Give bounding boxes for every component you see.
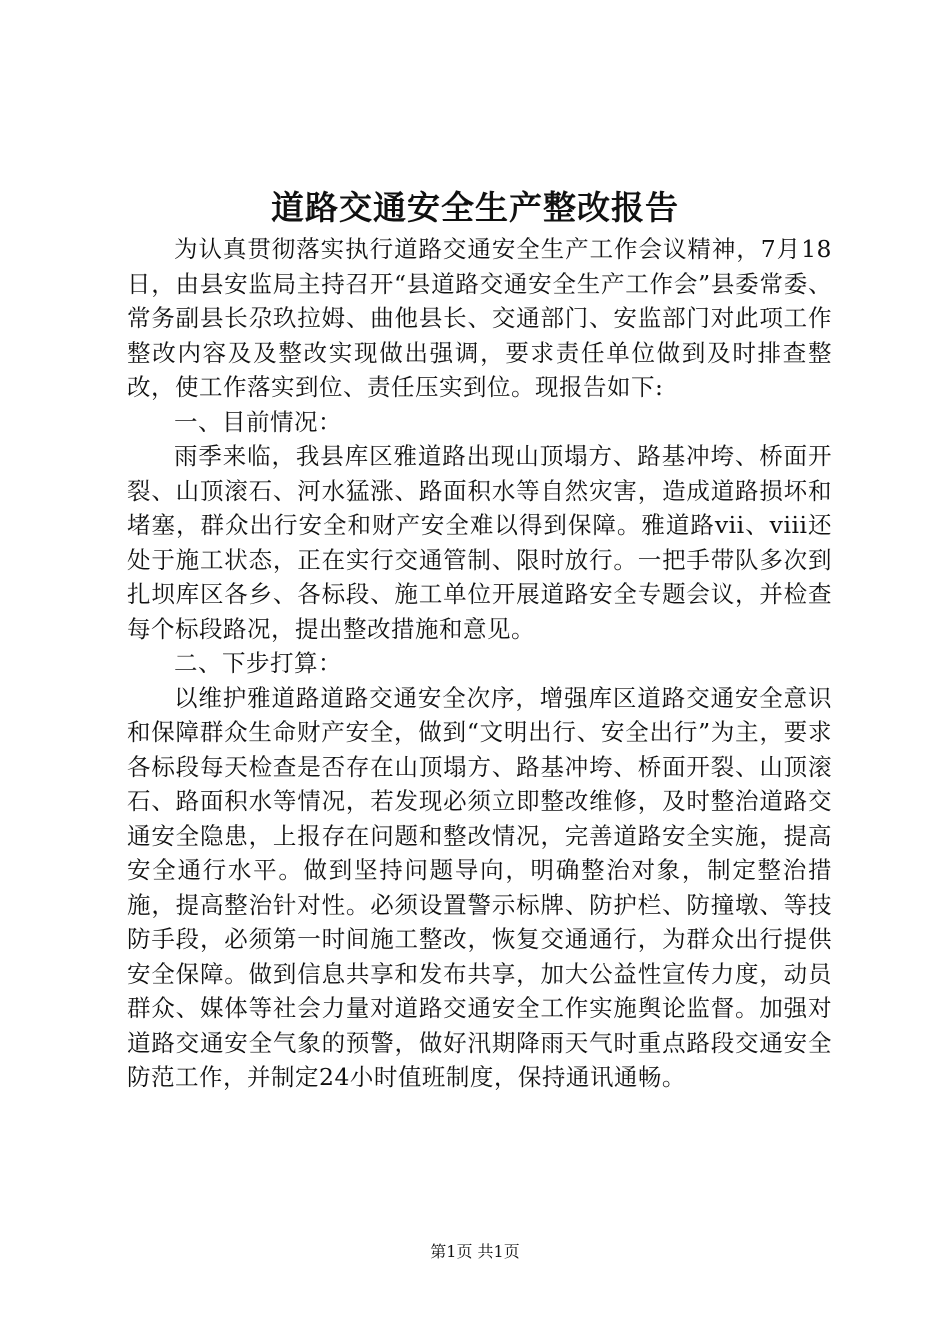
document-body [127,232,832,1095]
next-steps-paragraph: 以维护雅道路道路交通安全次序，增强库区道路交通安全意识和保障群众生命财产安全，做到“文明出行、安全出行”为主，要求各标段每天检查是否存在山顶塌方、路基冲垮、桥面开裂、山顶滚石、路面积水等情况，若发现必须立即整改维修，及时整治道路交通安全隐患，上报存在问题和整改情况，完善道路安全实施，提高安全通行水平。做到坚持问题导向，明确整治对象，制定整治措施，提高整治针对性。必须设置警示标牌、防护栏、防撞墩、等技防手段，必须第一时间施工整改，恢复交通通行，为群众出行提供安全保障。做到信息共享和发布共享，加大公益性宣传力度，动员群众、媒体等社会力量对道路交通安全工作实施舆论监督。加强对道路交通安全气象的预警，做好汛期降雨天气时重点路段交通安全防范工作，并制定24小时值班制度，保持通讯通畅。 [127,683,832,1091]
page-footer: 第1页 共1页 [430,1242,520,1261]
current-situation-paragraph: 雨季来临，我县库区雅道路出现山顶塌方、路基冲垮、桥面开裂、山顶滚石、河水猛涨、路面积水等自然灾害，造成道路损坏和堵塞，群众出行安全和财产安全难以得到保障。雅道路vii、viii还处于施工状态，正在实行交通管制、限时放行。一把手带队多次到扎坝库区各乡、各标段、施工单位开展道路安全专题会议，并检查每个标段路况，提出整改措施和意见。 [127,442,832,643]
section-heading-current-situation: 一、目前情况： [174,407,342,436]
document-title: 道路交通安全生产整改报告 [271,188,679,227]
section-heading-next-steps: 二、下步打算： [174,649,342,677]
intro-paragraph: 为认真贯彻落实执行道路交通安全生产工作会议精神，7月18日，由县安监局主持召开“县道路交通安全生产工作会”县委常委、常务副县长尕玖拉姆、曲他县长、交通部门、安监部门对此项工作整改内容及及整改实现做出强调，要求责任单位做到及时排查整改，使工作落实到位、责任压实到位。现报告如下: [127,235,832,401]
